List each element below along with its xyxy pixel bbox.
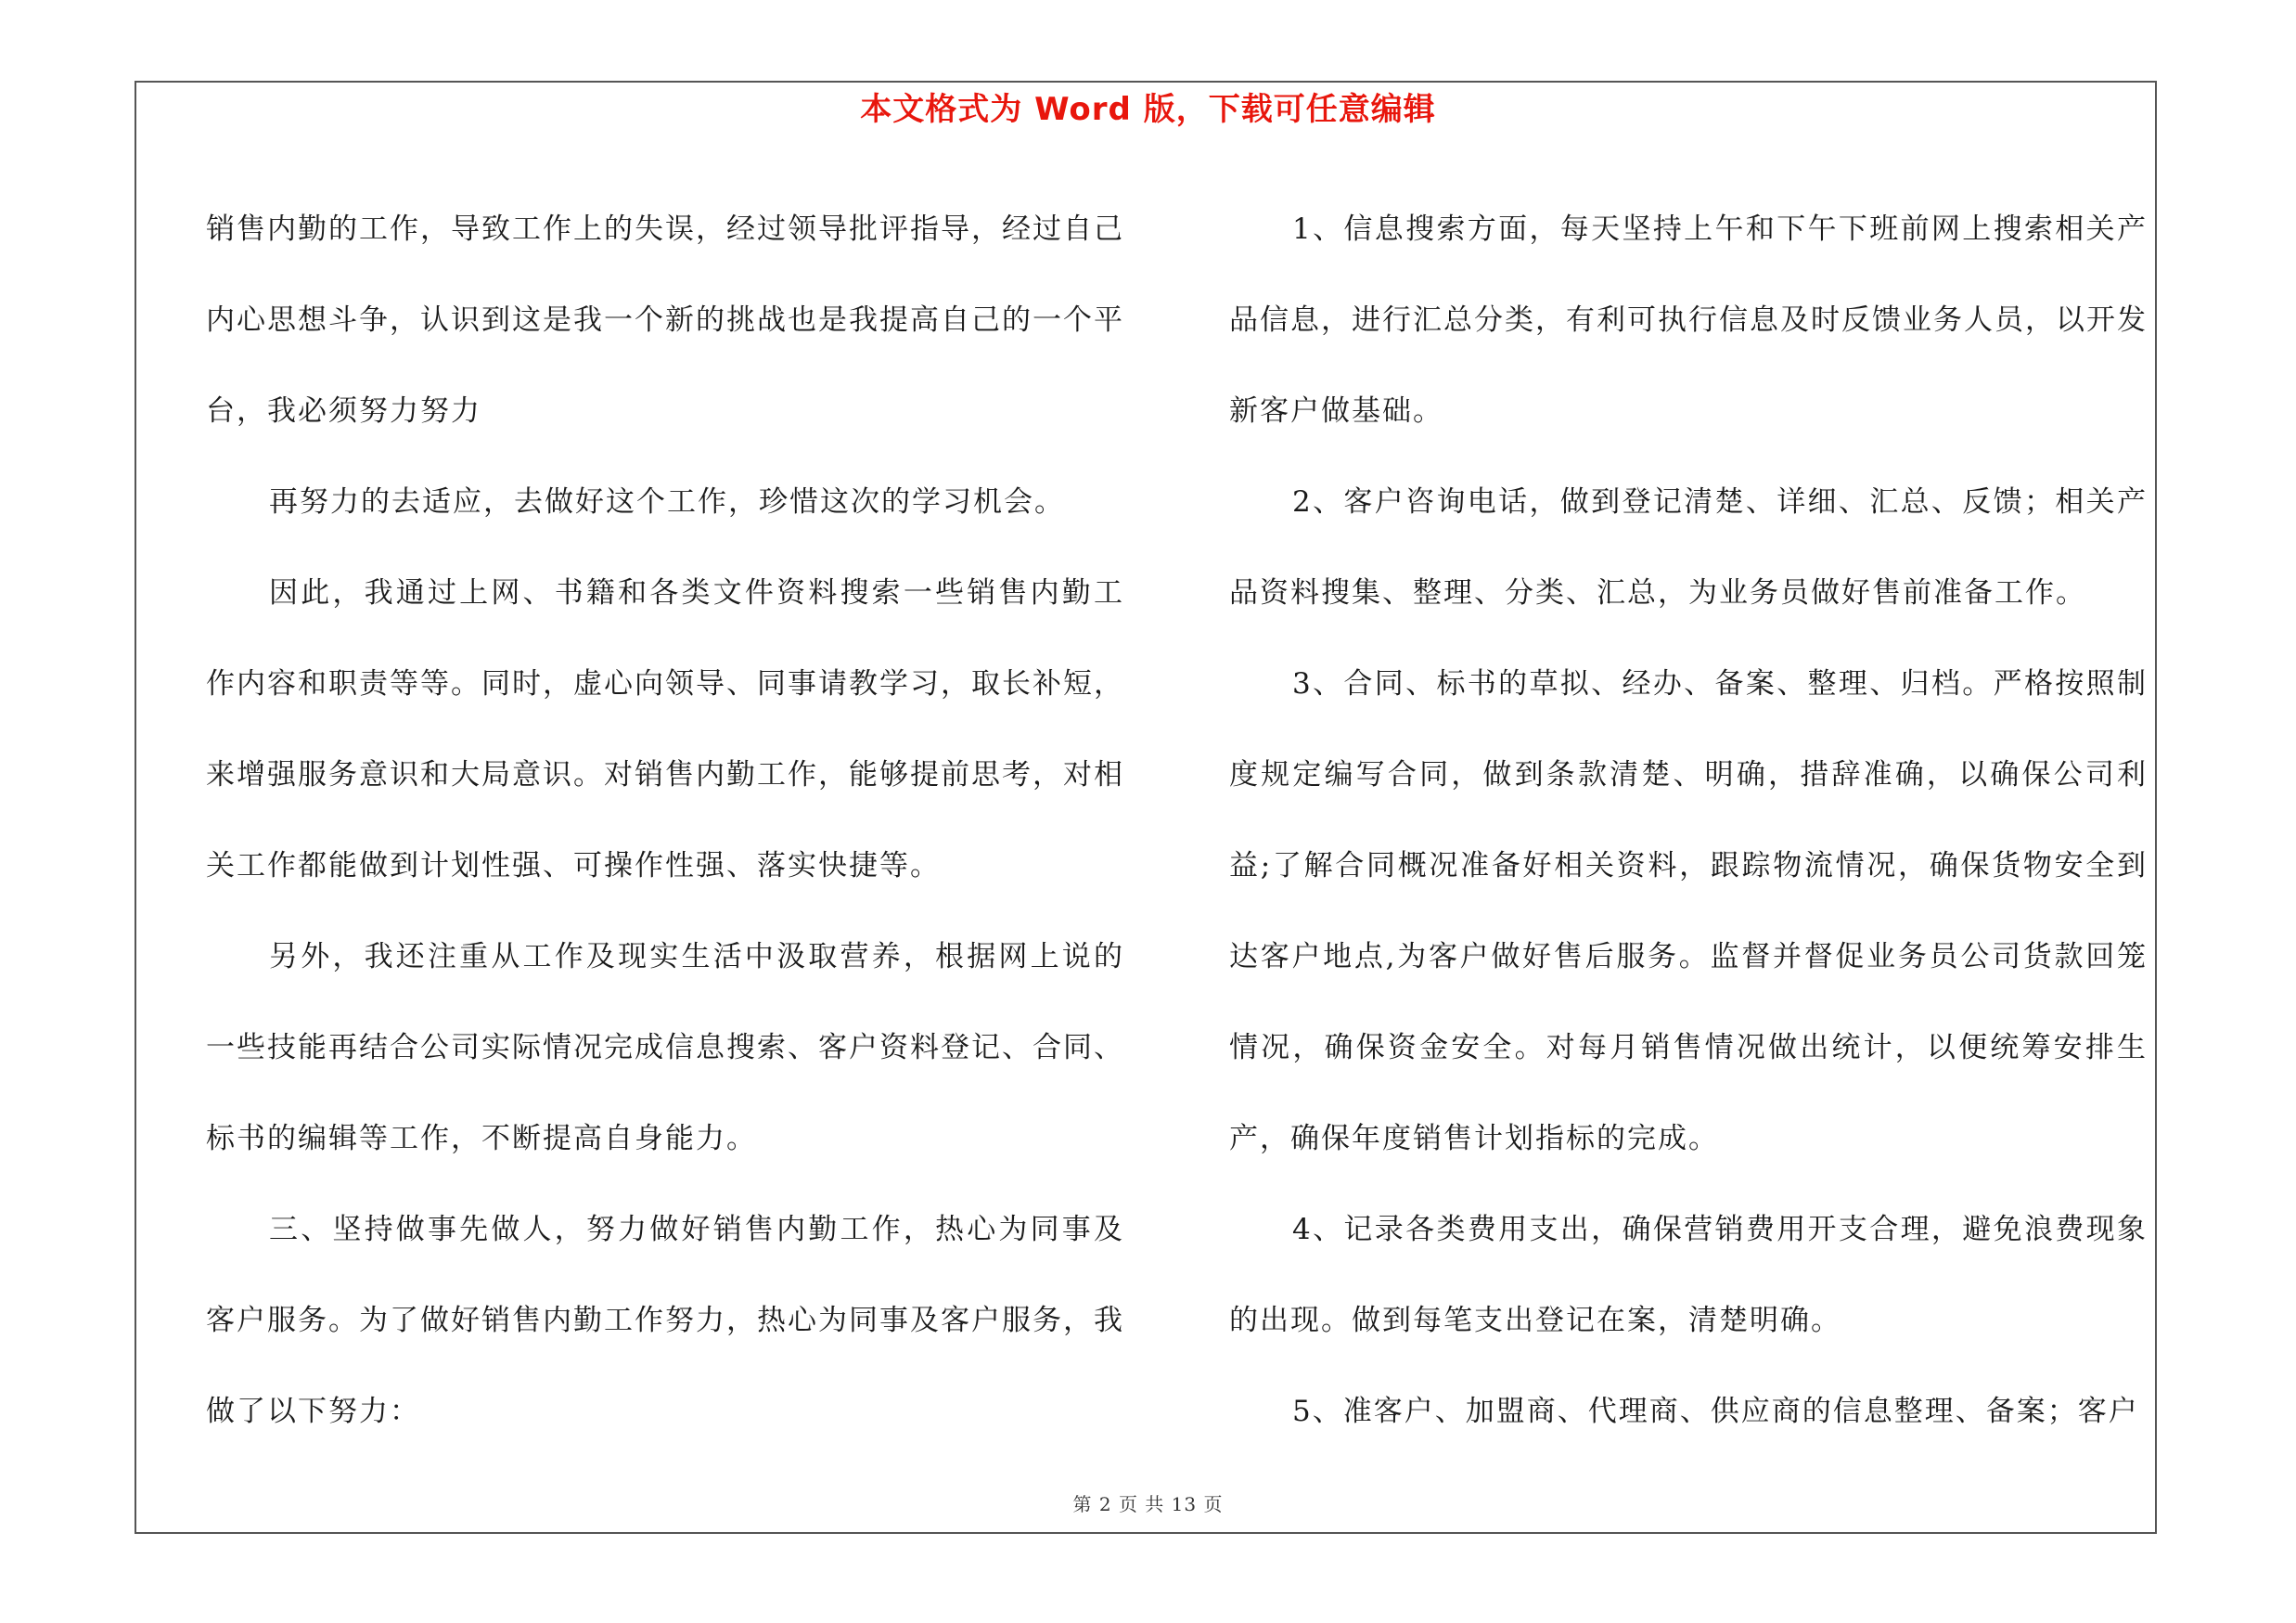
paragraph: 5、准客户、加盟商、代理商、供应商的信息整理、备案；客户 xyxy=(1292,1395,2139,1428)
paragraph: 再努力的去适应，去做好这个工作，珍惜这次的学习机会。 xyxy=(269,485,1065,519)
paragraph: 销售内勤的工作，导致工作上的失误，经过领导批评指导，经过自己内心思想斗争，认识到这是我一个新的挑战也是我提高自己的一个平台，我必须努力努力 xyxy=(206,213,1124,428)
right-text-column xyxy=(1229,184,2148,1464)
page-number-footer: 第 2 页 共 13 页 xyxy=(1072,1493,1224,1515)
word-format-banner: 本文格式为 Word 版，下载可任意编辑 xyxy=(860,91,1436,128)
paragraph: 2、客户咨询电话，做到登记清楚、详细、汇总、反馈；相关产品资料搜集、整理、分类、汇总，为业务员做好售前准备工作。 xyxy=(1229,485,2148,610)
paragraph: 三、坚持做事先做人，努力做好销售内勤工作，热心为同事及客户服务。为了做好销售内勤工作努力，热心为同事及客户服务，我做了以下努力： xyxy=(206,1213,1124,1428)
paragraph: 4、记录各类费用支出，确保营销费用开支合理，避免浪费现象的出现。做到每笔支出登记在案，清楚明确。 xyxy=(1229,1213,2148,1337)
paragraph: 3、合同、标书的草拟、经办、备案、整理、归档。严格按照制度规定编写合同，做到条款清楚、明确，措辞准确，以确保公司利益;了解合同概况准备好相关资料，跟踪物流情况，确保货物安全到达客户地点,为客户做好售后服务。监督并督促业务员公司货款回笼情况，确保资金安全。对每月销售情况做出统计，以便统筹安排生产，确保年度销售计划指标的完成。 xyxy=(1229,667,2148,1155)
paragraph: 1、信息搜索方面，每天坚持上午和下午下班前网上搜索相关产品信息，进行汇总分类，有利可执行信息及时反馈业务人员，以开发新客户做基础。 xyxy=(1229,213,2148,428)
left-text-column xyxy=(206,184,1124,1464)
paragraph: 因此，我通过上网、书籍和各类文件资料搜索一些销售内勤工作内容和职责等等。同时，虚心向领导、同事请教学习，取长补短，来增强服务意识和大局意识。对销售内勤工作，能够提前思考，对相关工作都能做到计划性强、可操作性强、落实快捷等。 xyxy=(206,576,1124,882)
paragraph: 另外，我还注重从工作及现实生活中汲取营养，根据网上说的一些技能再结合公司实际情况完成信息搜索、客户资料登记、合同、标书的编辑等工作，不断提高自身能力。 xyxy=(206,940,1124,1155)
